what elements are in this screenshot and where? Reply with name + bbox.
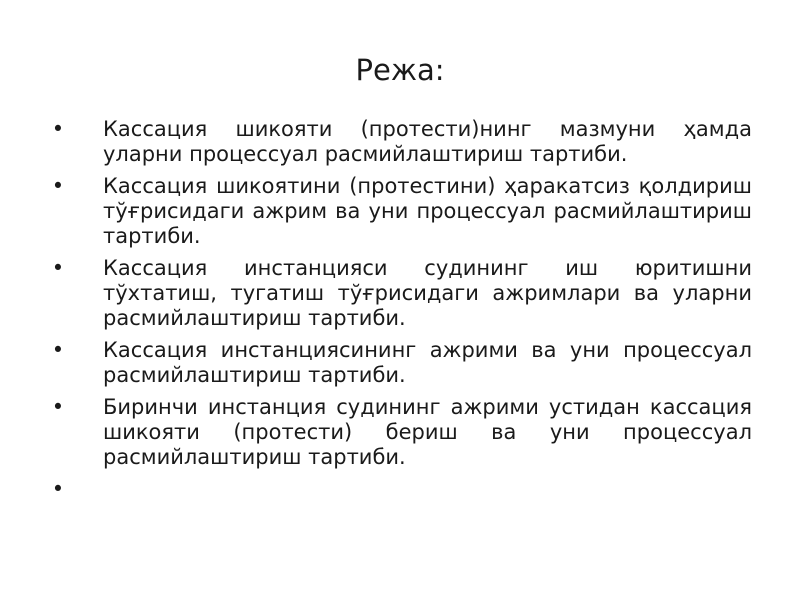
list-item: [48, 256, 752, 331]
list-item-text: Кассация шикояти (протести)нинг мазмуни ҳамда уларни процессуал расмийлаштириш тартиби.: [103, 117, 752, 166]
bullet-icon: •: [51, 174, 65, 198]
bullet-icon: •: [51, 477, 65, 501]
bullet-icon: •: [51, 256, 65, 280]
list-item: [48, 477, 752, 502]
list-item: [48, 395, 752, 470]
list-item-text: Кассация инстанциясининг ажрими ва уни процессуал расмийлаштириш тартиби.: [103, 338, 752, 387]
bullet-icon: •: [51, 395, 65, 419]
bullet-icon: •: [51, 117, 65, 141]
bullet-icon: •: [51, 338, 65, 362]
list-item-text: [103, 477, 752, 502]
list-item: [48, 117, 752, 167]
list-item: [48, 174, 752, 249]
list-item: [48, 338, 752, 388]
slide-title: Режа:: [355, 53, 445, 87]
list-item-text: Биринчи инстанция судининг ажрими устидан кассация шикояти (протести) бериш ва уни процессуал расмийлаштириш тартиби.: [103, 395, 752, 469]
list-item-text: Кассация инстанцияси судининг иш юритишни тўхтатиш, тугатиш тўғрисидаги ажримлари ва уларни расмийлаштириш тартиби.: [103, 256, 752, 330]
bullet-list: [48, 117, 752, 509]
list-item-text: Кассация шикоятини (протестини) ҳаракатсиз қолдириш тўғрисидаги ажрим ва уни процессуал расмийлаштириш тартиби.: [103, 174, 752, 248]
